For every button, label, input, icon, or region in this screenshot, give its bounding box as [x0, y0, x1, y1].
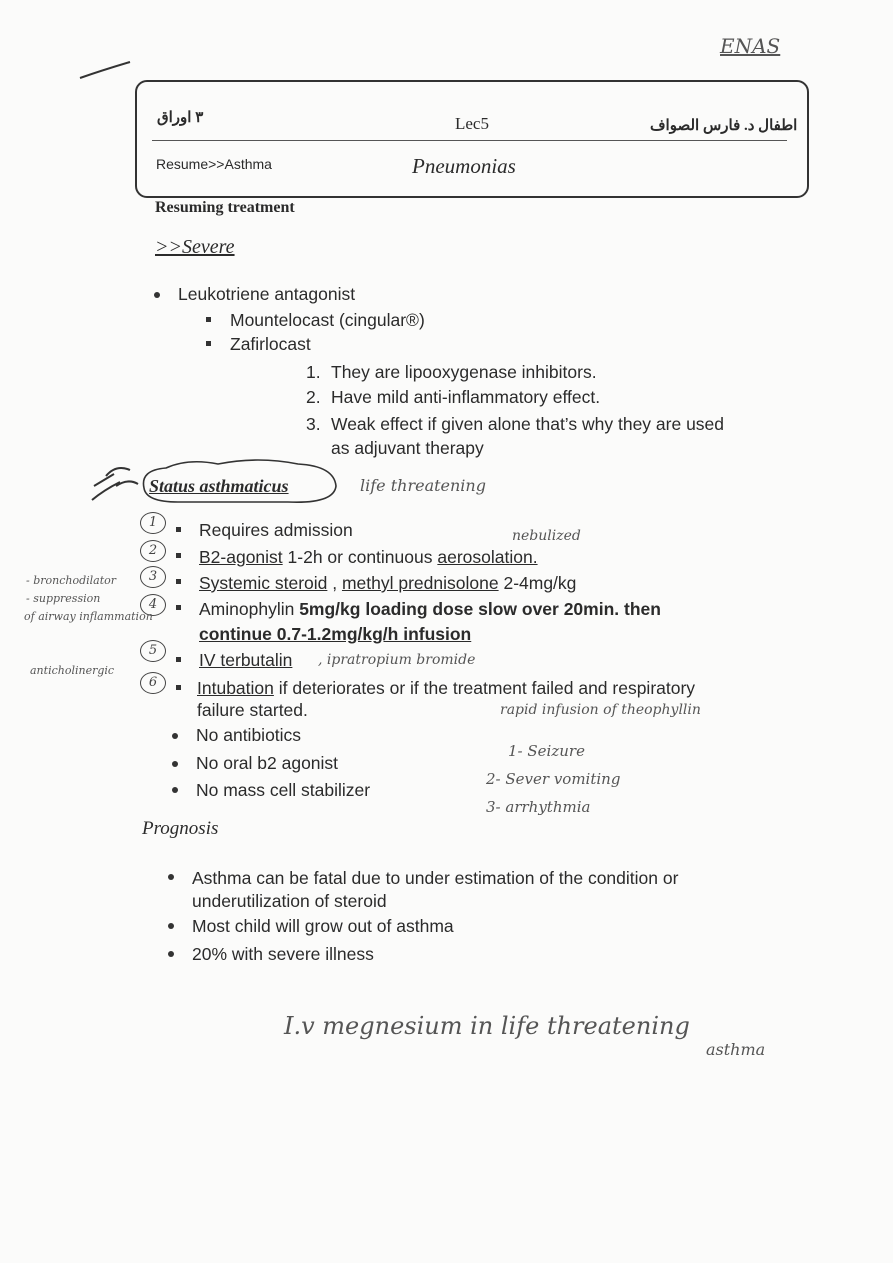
- no-antibiotics: No antibiotics: [196, 725, 302, 745]
- steroid-sep: ,: [327, 573, 342, 593]
- bullet: [176, 685, 181, 690]
- point-text: Weak effect if given alone that’s why they are used: [331, 414, 725, 434]
- drug-mountelocast: Mountelocast (cingular®): [230, 310, 425, 330]
- status-heading: Status asthmaticus: [149, 476, 289, 496]
- circle-number: 2: [140, 540, 166, 562]
- terbutalin-term: IV terbutalin: [199, 650, 293, 670]
- bullet: [176, 527, 181, 532]
- magnesium-note-continued: asthma: [706, 1040, 766, 1059]
- point-text: They are lipooxygenase inhibitors.: [331, 362, 597, 382]
- rapid-note-arrhythmia: 3- arrhythmia: [486, 798, 591, 816]
- bullet: [206, 341, 211, 346]
- status-item-terbutalin: [199, 650, 292, 671]
- corner-handwritten-note: ENAS: [720, 34, 781, 58]
- status-item-aminophylin: [199, 599, 661, 620]
- page-title: Pneumonias: [412, 154, 516, 178]
- bullet: [172, 733, 178, 739]
- section-severe: >>Severe: [155, 236, 235, 258]
- no-mass-cell: No mass cell stabilizer: [196, 780, 371, 800]
- header-pages: ٣ اوراق: [157, 110, 204, 126]
- bullet: [176, 657, 181, 662]
- prognosis-item: Asthma can be fatal due to under estimation of the condition or: [192, 868, 679, 888]
- point-number: 3.: [306, 414, 321, 434]
- bullet: [154, 292, 160, 298]
- status-handwritten-note: life threatening: [360, 476, 486, 495]
- bullet: [176, 553, 181, 558]
- header-divider: [152, 140, 787, 141]
- prognosis-item: Most child will grow out of asthma: [192, 916, 454, 936]
- steroid-dose: 2-4mg/kg: [498, 573, 577, 593]
- aminophylin-loading: 5mg/kg loading dose slow over 20min. then: [299, 599, 661, 619]
- circle-number: 1: [140, 512, 166, 534]
- point-number: 1.: [306, 362, 321, 382]
- leukotriene-label: Leukotriene antagonist: [178, 284, 356, 304]
- bullet: [206, 317, 211, 322]
- lecture-header-box: [135, 80, 809, 198]
- status-item-intubation: [197, 678, 695, 699]
- margin-note: - bronchodilator: [26, 574, 117, 587]
- magnesium-note: I.v megnesium in life threatening: [284, 1012, 690, 1040]
- point-text-continued: as adjuvant therapy: [331, 438, 484, 458]
- no-oral-b2: No oral b2 agonist: [196, 753, 339, 773]
- b2-agonist-term: B2-agonist: [199, 547, 283, 567]
- intubation-text: if deteriorates or if the treatment failed and respiratory: [273, 678, 696, 698]
- status-doodle: [86, 456, 146, 506]
- bullet: [168, 951, 174, 957]
- circle-number: 6: [140, 672, 166, 694]
- header-lecture: Lec5: [455, 114, 489, 133]
- intubation-continued: failure started.: [197, 700, 308, 720]
- steroid-term: Systemic steroid: [199, 573, 328, 593]
- circle-number: 4: [140, 594, 166, 616]
- section-resuming: Resuming treatment: [155, 199, 295, 216]
- bullet: [176, 605, 181, 610]
- rapid-note-seizure: 1- Seizure: [508, 742, 585, 760]
- aerosolation-term: aerosolation.: [437, 547, 538, 567]
- b2-agonist-dose: 1-2h or continuous: [282, 547, 438, 567]
- status-item-b2-agonist: [199, 547, 538, 568]
- header-lecturer: اطفال د. فارس الصواف: [650, 118, 798, 134]
- bullet: [176, 579, 181, 584]
- circle-number: 3: [140, 566, 166, 588]
- bullet: [172, 787, 178, 793]
- status-item-steroid: [199, 573, 576, 594]
- aminophylin-infusion: continue 0.7-1.2mg/kg/h infusion: [199, 624, 472, 644]
- nebulized-note: nebulized: [512, 528, 581, 544]
- rapid-infusion-note: rapid infusion of theophyllin: [500, 702, 701, 718]
- circle-number: 5: [140, 640, 166, 662]
- rapid-note-vomiting: 2- Sever vomiting: [486, 770, 621, 788]
- aminophylin-term: Aminophylin: [199, 599, 300, 619]
- header-resume: Resume>>Asthma: [156, 156, 272, 172]
- margin-note: anticholinergic: [30, 664, 115, 677]
- prognosis-item-continued: underutilization of steroid: [192, 891, 387, 911]
- margin-note: - suppression: [26, 592, 101, 605]
- drug-zafirlocast: Zafirlocast: [230, 334, 311, 354]
- point-text: Have mild anti-inflammatory effect.: [331, 387, 601, 407]
- bullet: [168, 874, 174, 880]
- point-number: 2.: [306, 387, 321, 407]
- status-item-text: Requires admission: [199, 520, 353, 540]
- status-item-admission: [199, 520, 353, 541]
- margin-note: of airway inflammation: [24, 610, 153, 623]
- intubation-term: Intubation: [197, 678, 274, 698]
- bullet: [168, 923, 174, 929]
- prognosis-heading: Prognosis: [142, 818, 219, 839]
- methylpred-term: methyl prednisolone: [341, 573, 499, 593]
- ipratropium-note: , ipratropium bromide: [318, 652, 476, 668]
- bullet: [172, 761, 178, 767]
- corner-pen-stroke: [78, 58, 138, 82]
- prognosis-item: 20% with severe illness: [192, 944, 374, 964]
